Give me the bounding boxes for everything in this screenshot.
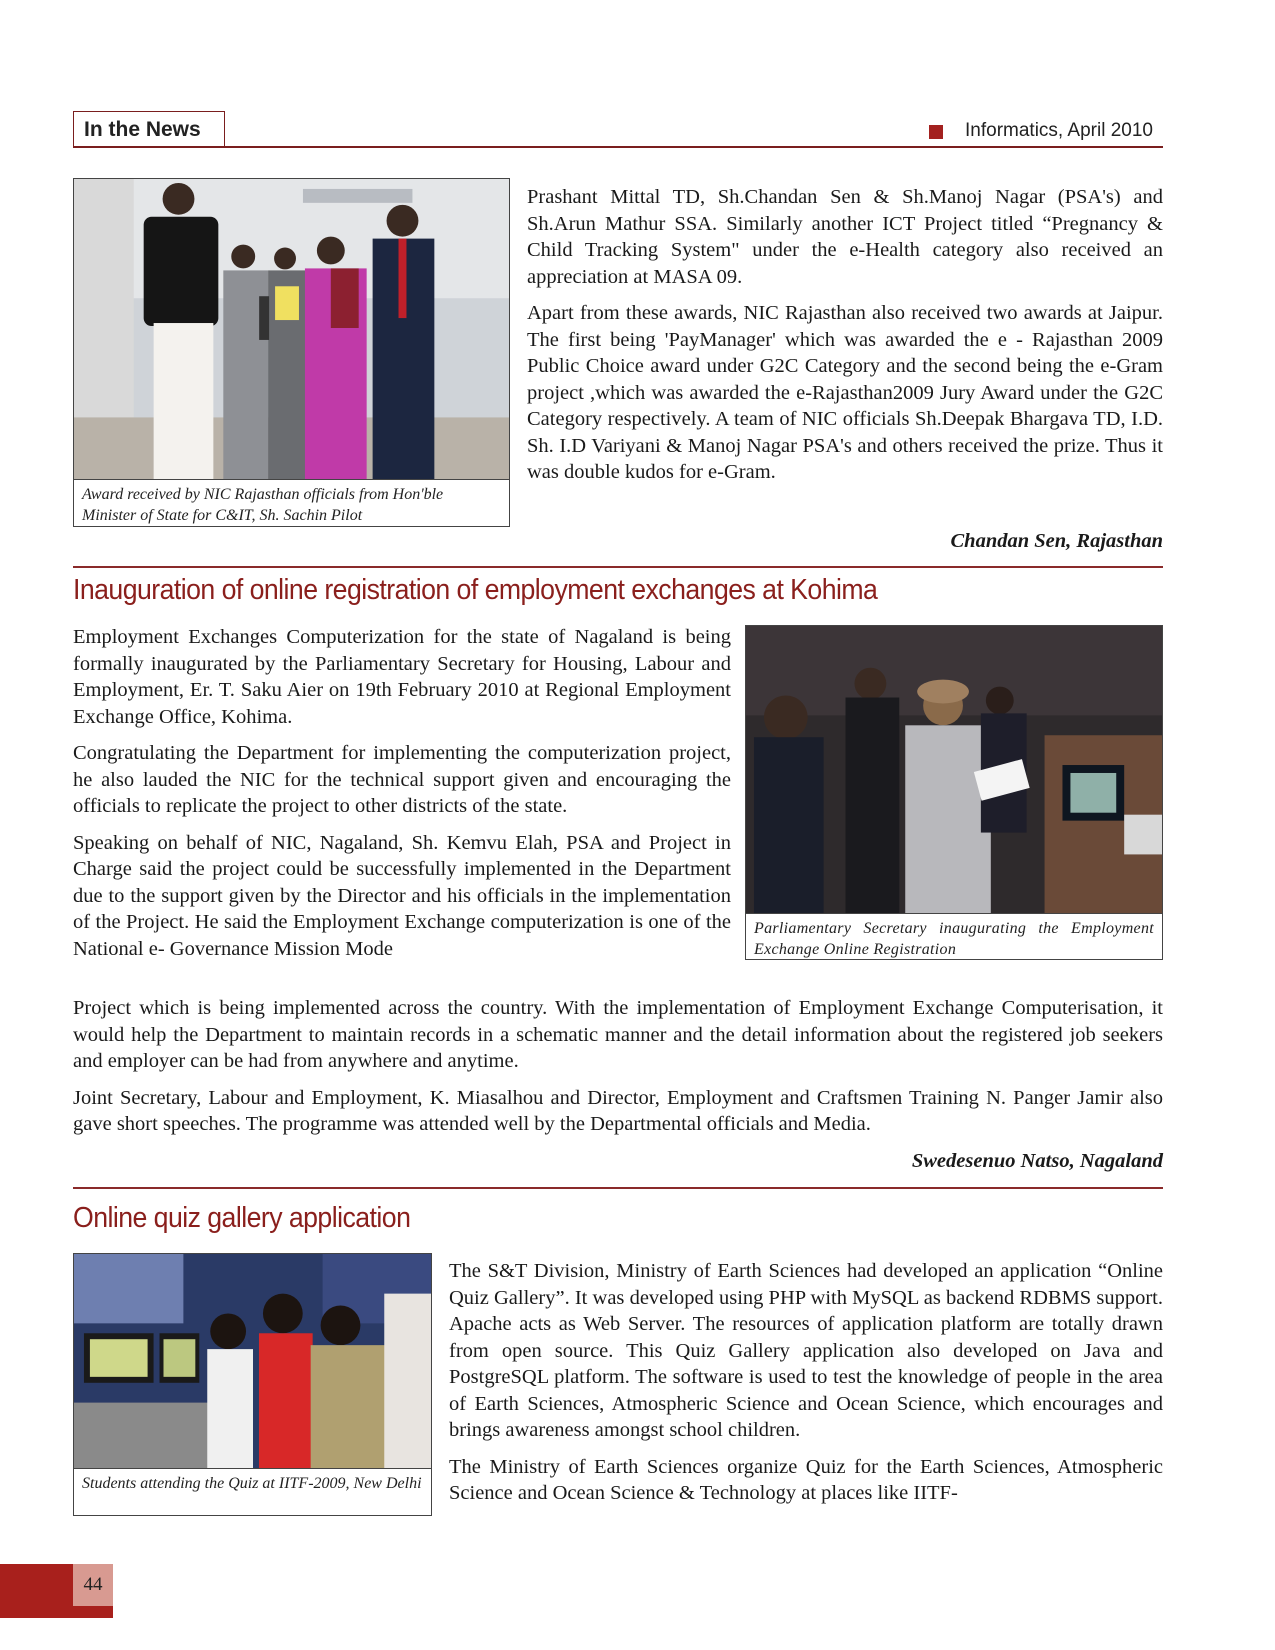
article2-paragraph-5: Joint Secretary, Labour and Employment, K. Miasalhou and Director, Employment and Craftsmen Training N. Panger Jamir also gave short speeches. The programme was attended well by the Departmental officials and Media. [73, 1086, 1163, 1135]
article2-paragraph-2: Congratulating the Department for implementing the computerization project, he also lauded the NIC for the technical support given and encouraging the officials to replicate the project to other districts of the state. [73, 742, 731, 817]
quiz-photo [73, 1253, 432, 1469]
kohima-photo-illustration [746, 626, 1162, 913]
quiz-photo-caption: Students attending the Quiz at IITF-2009, New Delhi [73, 1469, 432, 1516]
article3-paragraph-2: The Ministry of Earth Sciences organize Quiz for the Earth Sciences, Atmospheric Science and Ocean Science & Technology at places like IITF- [449, 1455, 1163, 1504]
page-number: 44 [73, 1564, 113, 1606]
kohima-photo [745, 625, 1163, 914]
article2-divider [73, 1187, 1163, 1189]
award-photo-illustration [74, 179, 509, 479]
article3-text [449, 1258, 1163, 1517]
article3-paragraph-1: The S&T Division, Ministry of Earth Sciences had developed an application “Online Quiz Gallery”. It was developed using PHP with MySQL as backend RDBMS support. Apache acts as Web Server. The resources of application platform are totally drawn from open source. This Quiz Gallery application also developed on Java and PostgreSQL platform. The software is used to test the knowledge of people in the area of Earth Sciences, Atmospheric Science and Ocean Science, which encourages and brings awareness amongst school children. [449, 1260, 1163, 1441]
article2-wide-text [73, 995, 1163, 1148]
article2-title: Inauguration of online registration of employment exchanges at Kohima [73, 574, 878, 606]
article1-paragraph-1: Prashant Mittal TD, Sh.Chandan Sen & Sh.Manoj Nagar (PSA's) and Sh.Arun Mathur SSA. Similarly another ICT Project titled “Pregnancy & Child Tracking System" under the e-Health category also received an appreciation at MASA 09. [527, 186, 1163, 288]
header-square-bullet [929, 125, 943, 139]
article2-paragraph-3: Speaking on behalf of NIC, Nagaland, Sh. Kemvu Elah, PSA and Project in Charge said the project could be successfully implemented in the Department due to the support given by the Director and his officials in the implementation of the Project. He said the Employment Exchange computerization is one of the National e- Governance Mission Mode [73, 831, 731, 960]
article1-divider [73, 566, 1163, 568]
article1-text [527, 184, 1163, 496]
footer-bar [0, 1564, 73, 1618]
quiz-photo-illustration [74, 1254, 431, 1468]
article2-paragraph-1: Employment Exchanges Computerization for the state of Nagaland is being formally inaugurated by the Parliamentary Secretary for Housing, Labour and Employment, Er. T. Saku Aier on 19th February 2010 at Regional Employment Exchange Office, Kohima. [73, 626, 731, 728]
kohima-photo-caption [745, 914, 1163, 960]
section-label-tab [73, 111, 225, 147]
page-number-strip [73, 1606, 113, 1618]
article3-title: Online quiz gallery application [73, 1202, 411, 1234]
article2-byline: Swedesenuo Natso, Nagaland [911, 1150, 1163, 1172]
header-rule [73, 146, 1163, 148]
article2-narrow-text [73, 624, 731, 962]
award-photo [73, 178, 510, 480]
kohima-photo-caption-text: Parliamentary Secretary inaugurating the Employment Exchange Online Registration [754, 920, 1154, 958]
issue-label: Informatics, April 2010 [965, 120, 1153, 141]
article1-byline: Chandan Sen, Rajasthan [950, 530, 1163, 552]
article2-paragraph-4: Project which is being implemented across the country. With the implementation of Employment Exchange Computerisation, it would help the Department to maintain records in a schematic manner and the detail information about the registered job seekers and employer can be had from anywhere and anytime. [73, 997, 1163, 1072]
section-label: In the News [84, 118, 201, 141]
award-photo-caption: Award received by NIC Rajasthan officials from Hon'ble Minister of State for C&IT, Sh. Sachin Pilot [73, 480, 510, 527]
article1-paragraph-2: Apart from these awards, NIC Rajasthan also received two awards at Jaipur. The first being 'PayManager' which was awarded the e - Rajasthan 2009 Public Choice award under G2C Category and the second being the e-Gram project ,which was awarded the e-Rajasthan2009 Jury Award under the G2C Category respectively. A team of NIC officials Sh.Deepak Bhargava TD, I.D. Sh. I.D Variyani & Manoj Nagar PSA's and others received the prize. Thus it was double kudos for e-Gram. [527, 302, 1163, 483]
